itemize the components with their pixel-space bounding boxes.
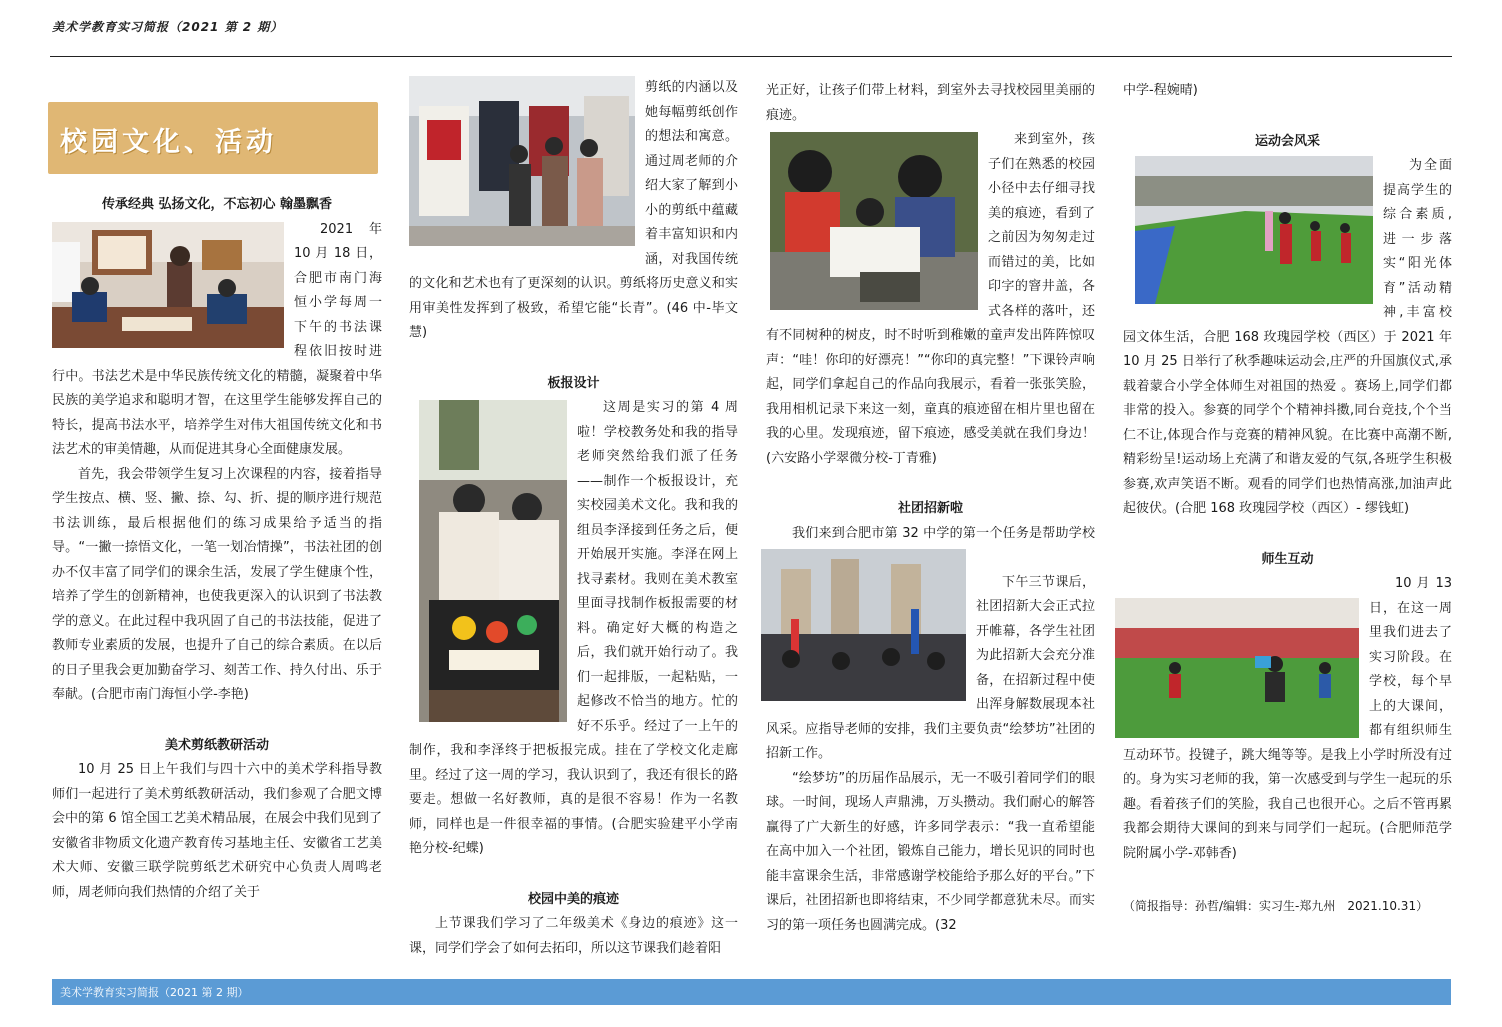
sports-meet-photo bbox=[1135, 156, 1373, 304]
papercut-paragraph-1b: 剪纸的内涵以及她每幅剪纸创作的想法和寓意。通过周老师的介绍大家了解到小小的剪纸中蕴藏着丰富知识和内涵，对我国传统的文化和艺术也有了更深刻的认识。剪纸将历史意义和实用审美性发挥到了极致，希望它能“长青”。(46 中-毕文慧) bbox=[409, 80, 738, 340]
club-paragraph-3a: “绘梦坊”的历届作品展示，无一不吸引着同学们的眼球。一时间，现场人声鼎沸，万头攒动。我们耐心的解答赢得了广大新生的好感，许多同学表示：“我一直希望能在高中加入一个社团，锻炼自己能力，增长见识的同时也能丰富课余生活，非常感谢学校能给予那么好的平台。”下课后，社团招新也即将结束，不少同学都意犹未尽。而实习的第一项任务也圆满完成。(32 bbox=[766, 770, 1095, 933]
header-divider bbox=[50, 56, 1452, 57]
papercut-exhibition-photo bbox=[409, 76, 635, 246]
calligraphy-heading: 传承经典 弘扬文化，不忘初心 翰墨飘香 bbox=[101, 197, 333, 212]
blackboard-making-photo bbox=[419, 400, 567, 722]
calligraphy-paragraph-2: 首先，我会带领学生复习上次课程的内容，接着指导学生按点、横、竖、撇、捺、勾、折、提的顺序进行规范书法训练，最后根据他们的练习成果给予适当的指导。“一撇一捺悟文化，一笔一划冶情操”，书法社团的创办不仅丰富了同学们的课余生活，发展了学生健康个性，培养了学生的创新精神，也使我更深入的认识到了书法教学的意义。在此过程中我巩固了自己的书法技能，促进了教师专业素质的发展，也提升了自己的综合素质。在以后的日子里我会更加勤奋学习、刻苦工作、持久付出、乐于奉献。(合肥市南门海恒小学-李艳) bbox=[52, 466, 382, 702]
newsletter-header-title: 美术学教育实习简报（2021 第 2 期） bbox=[52, 20, 284, 34]
traces-heading: 校园中美的痕迹 bbox=[527, 891, 619, 907]
footer-bar bbox=[52, 979, 1451, 1005]
traces-paragraph-2: 来到室外，孩子们在熟悉的校园小径中去仔细寻找美的痕迹，看到了之前因为匆匆走过而错过的美，比如印字的窨井盖，各式各样的落叶，还有不同树种的树皮，时不时听到稚嫩的童声发出阵阵惊叹声：“哇！你印的好漂亮！”“你印的真完整！”下课铃声响起，同学们拿起自己的作品向我展示，看着一张张笑脸，我用相机记录下来这一刻，童真的痕迹留在相片里也留在我的心里。发现痕迹，留下痕迹，感受美就在我们身边！(六安路小学翠微分校-丁青雅) bbox=[766, 132, 1095, 466]
traces-paragraph-1a: 上节课我们学习了二年级美术《身边的痕迹》这一课，同学们学会了如何去拓印，所以这节课我们趁着阳 bbox=[409, 916, 738, 956]
papercut-heading: 美术剪纸教研活动 bbox=[164, 737, 269, 753]
sports-paragraph-1: 为全面提高学生的综合素质,进一步落实“阳光体育”活动精神,丰富校园文体生活，合肥 168 玫瑰园学校（西区）于 2021 年 10 月 25 日举行了秋季趣味运动会,庄严的升国旗仪式,承载着蒙合小学全体师生对祖国的热爱 。赛场上,同学们都非常的投入。参赛的同学个个精神抖擞,同台竞技,个个当仁不让,体现合作与竞赛的精神风貌。在比赛中高潮不断,精彩纷呈!运动场上充满了和谐友爱的气氛,各班学生积极参赛,欢声笑语不断。观看的同学们也热情高涨,加油声此起彼伏。(合肥 168 玫瑰园学校（西区）- 缪钱虹) bbox=[1123, 158, 1452, 516]
section-banner bbox=[48, 102, 378, 174]
board-heading: 板报设计 bbox=[547, 375, 600, 391]
board-paragraph-1: 这周是实习的第 4 周啦！学校教务处和我的指导老师突然给我们派了任务——制作一个板报设计，充实校园美术文化。我和我的组员李泽接到任务之后，便开始展开实施。李泽在网上找寻素材。我则在美术教室里面寻找制作板报需要的材料。确定好大概的构造之后，我们就开始行动了。我们一起排版，一起粘贴，一起修改不恰当的地方。忙的好不乐乎。经过了一上午的制作，我和李泽终于把板报完成。挂在了学校文化走廊里。经过了这一周的学习，我认识到了，我还有很长的路要走。想做一名好教师，真的是很不容易！作为一名教师，同样也是一件很幸福的事情。(合肥实验建平小学南艳分校-纪蝶) bbox=[409, 400, 738, 856]
column-4 bbox=[1123, 79, 1452, 919]
column-3 bbox=[766, 79, 1095, 938]
sports-heading: 运动会风采 bbox=[1254, 133, 1320, 149]
club-paragraph-2: 下午三节课后，社团招新大会正式拉开帷幕，各学生社团为此招新大会充分准备，在招新过程中使出浑身解数展现本社风采。应指导老师的安排，我们主要负责“绘梦坊”社团的招新工作。 bbox=[766, 574, 1095, 761]
column-1 bbox=[52, 193, 382, 905]
club-paragraph-1: 我们来到合肥市第 32 中学的第一个任务是帮助学校 bbox=[792, 525, 1095, 541]
club-recruitment-photo bbox=[761, 549, 966, 701]
calligraphy-paragraph-1: 2021 年 10 月 18 日，合肥市南门海恒小学每周一下午的书法课程依旧按时进行中。书法艺术是中华民族传统文化的精髓，凝聚着中华民族的美学追求和聪明才智，在这里学生能够发挥自己的特长，提高书法水平，培养学生对伟大祖国传统文化和书法艺术的审美情趣，从而促进其身心全面健康发展。 bbox=[52, 221, 382, 457]
traces-paragraph-1b: 光正好，让孩子们带上材料，到室外去寻找校园里美丽的痕迹。 bbox=[766, 83, 1095, 123]
club-heading: 社团招新啦 bbox=[897, 501, 963, 516]
interaction-heading: 师生互动 bbox=[1261, 551, 1314, 567]
column-2 bbox=[409, 76, 738, 961]
banner-title: 校园文化、活动 bbox=[60, 127, 277, 158]
calligraphy-class-photo bbox=[52, 222, 284, 348]
club-paragraph-3b: 中学-程婉晴) bbox=[1123, 83, 1198, 98]
papercut-paragraph-1a: 10 月 25 日上午我们与四十六中的美术学科指导教师们一起进行了美术剪纸教研活动，我们参观了合肥文博会中的第 6 馆全国工艺美术精品展，在展会中我们见到了安徽省非物质文化遗产教育传习基地主任、安徽省工艺美术大师、安徽三联学院剪纸艺术研究中心负责人周鸣老师，周老师向我们热情的介绍了关于 bbox=[52, 762, 382, 900]
footer-text: 美术学教育实习简报（2021 第 2 期） bbox=[60, 986, 249, 999]
teacher-student-interaction-photo bbox=[1115, 598, 1359, 738]
editor-credit: （简报指导：孙哲/编辑：实习生-郑九州 2021.10.31） bbox=[1123, 899, 1429, 913]
rubbing-activity-photo bbox=[770, 132, 978, 310]
interaction-paragraph-1: 10 月 13 日，在这一周里我们进去了实习阶段。在学校，每个早上的大课间，都有组织师生互动环节。投键子，跳大绳等等。是我上小学时所没有过的。身为实习老师的我，第一次感受到与学生一起玩的乐趣。看着孩子们的笑脸，我自己也很开心。之后不管再累我都会期待大课间的到来与同学们一起玩。(合肥师范学院附属小学-邓韩香) bbox=[1123, 576, 1452, 861]
